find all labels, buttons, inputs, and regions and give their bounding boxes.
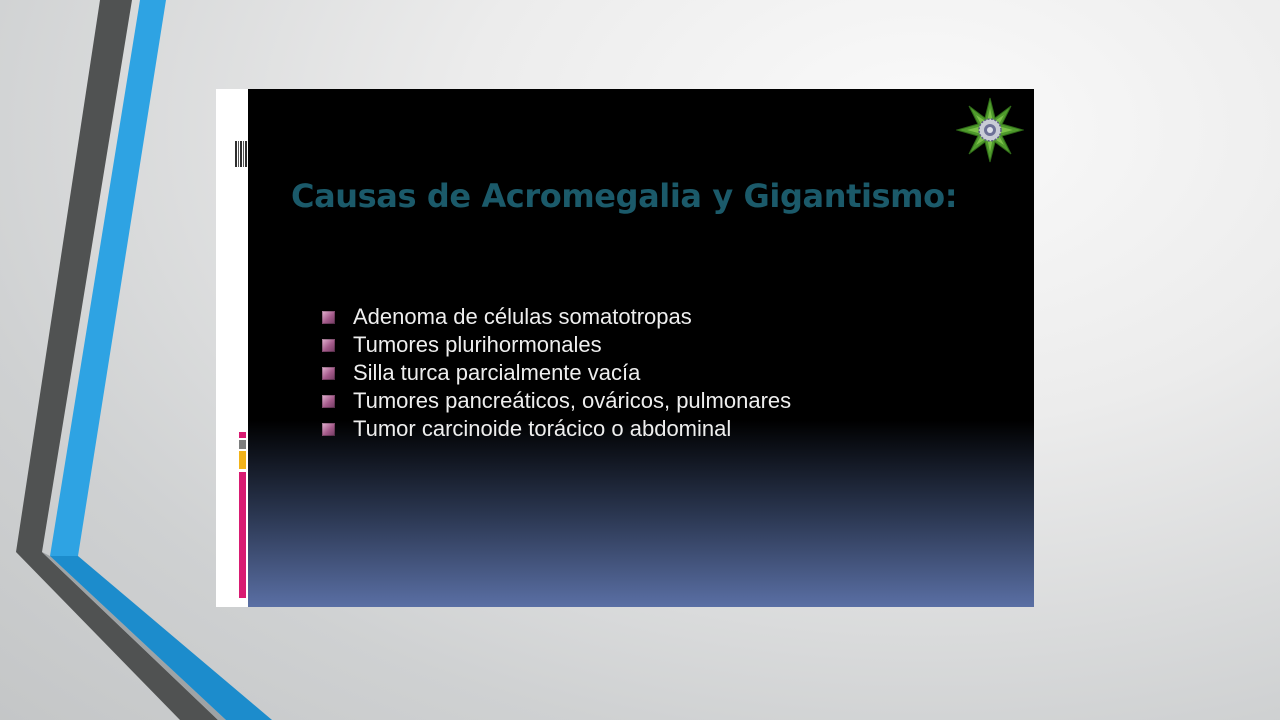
barcode-mark xyxy=(235,141,248,167)
slide-left-strip xyxy=(216,89,248,607)
light-seam-stripe xyxy=(42,552,226,720)
strip-accent-pink-small xyxy=(239,432,246,438)
bullet-item xyxy=(322,415,791,443)
green-star-flower-icon xyxy=(956,97,1024,163)
square-bullet-icon xyxy=(322,311,335,324)
square-bullet-icon xyxy=(322,423,335,436)
bullet-text: Tumor carcinoide torácico o abdominal xyxy=(353,416,732,441)
embedded-slide-image xyxy=(216,89,1034,607)
strip-accent-pink-long xyxy=(239,472,246,598)
bullet-text: Tumores pancreáticos, ováricos, pulmonares xyxy=(353,388,792,413)
square-bullet-icon xyxy=(322,339,335,352)
dark-gray-stripe-lower xyxy=(16,552,218,720)
bullet-text: Adenoma de células somatotropas xyxy=(353,304,692,329)
bullet-item xyxy=(322,331,791,359)
bullet-item xyxy=(322,387,791,415)
bullet-item xyxy=(322,303,791,331)
slide-title: Causas de Acromegalia y Gigantismo: xyxy=(291,177,958,215)
square-bullet-icon xyxy=(322,367,335,380)
bullet-text: Silla turca parcialmente vacía xyxy=(353,360,641,385)
strip-accent-gray xyxy=(239,440,246,449)
bullet-text: Tumores plurihormonales xyxy=(353,332,602,357)
strip-accent-gold xyxy=(239,451,246,469)
bullet-list xyxy=(322,303,791,443)
slide-content-area xyxy=(248,89,1034,607)
bullet-item xyxy=(322,359,791,387)
square-bullet-icon xyxy=(322,395,335,408)
